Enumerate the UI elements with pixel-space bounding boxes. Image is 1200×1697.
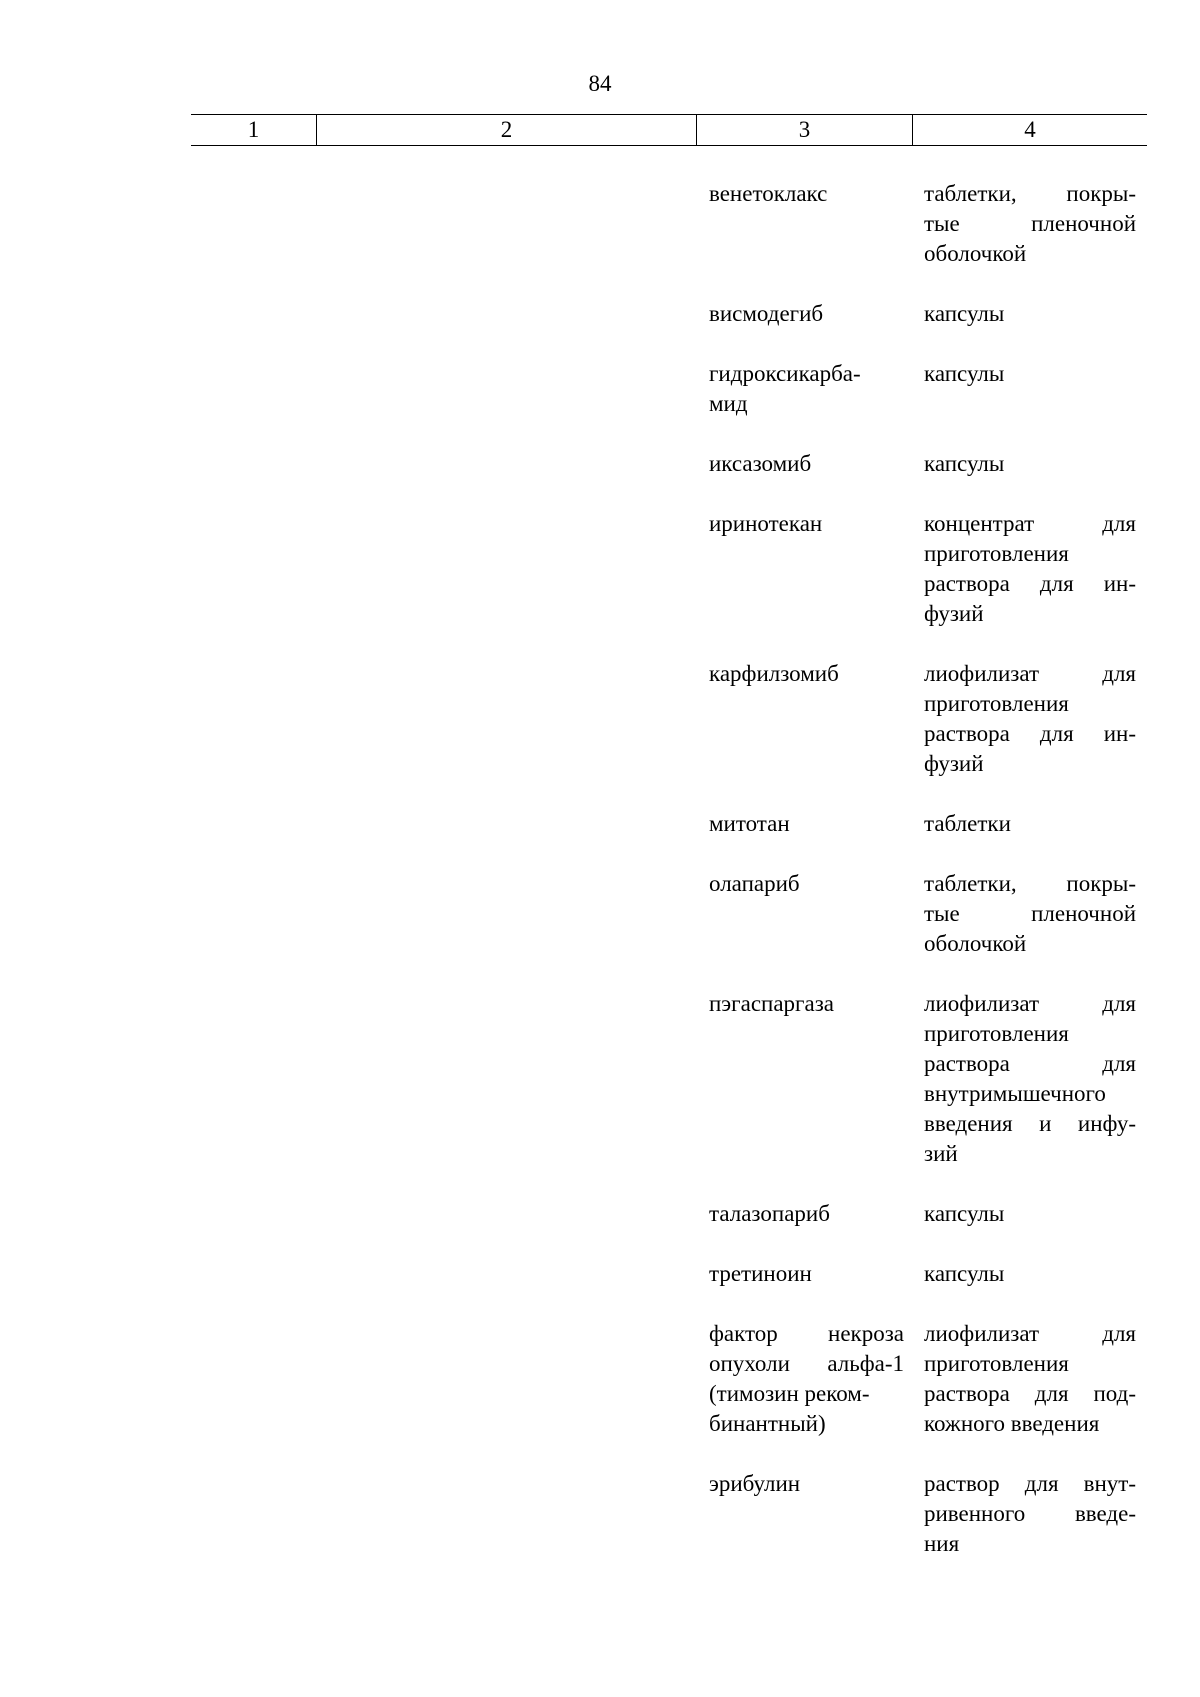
table-row	[0, 989, 1200, 1169]
dosage-form-line: таблетки, покры-	[924, 871, 1136, 896]
dosage-form-line: капсулы	[924, 1261, 1005, 1286]
dosage-form-line: раствора для ин-	[924, 721, 1136, 746]
table-row	[0, 1199, 1200, 1229]
drug-name-line: бинантный)	[709, 1411, 826, 1436]
drug-name-cell	[709, 1469, 904, 1559]
drug-name-line: иринотекан	[709, 511, 823, 536]
drug-name-cell	[709, 359, 904, 419]
drug-name-line: гидроксикарба-	[709, 361, 861, 386]
drug-name-cell	[709, 449, 904, 479]
dosage-form-line: введения и инфу-	[924, 1111, 1136, 1136]
dosage-form-line: лиофилизат для	[924, 661, 1136, 686]
dosage-form-cell	[924, 449, 1136, 479]
drug-name-line: олапариб	[709, 871, 800, 896]
dosage-form-line: капсулы	[924, 1201, 1005, 1226]
dosage-form-line: раствора для под-	[924, 1381, 1136, 1406]
dosage-form-line: внутримышечного	[924, 1081, 1106, 1106]
table-row	[0, 449, 1200, 479]
dosage-form-line: приготовления	[924, 541, 1069, 566]
drug-name-cell	[709, 659, 904, 779]
dosage-form-cell	[924, 659, 1136, 779]
table-row	[0, 1259, 1200, 1289]
drug-name-line: талазопариб	[709, 1201, 830, 1226]
drug-name-cell	[709, 509, 904, 629]
dosage-form-line: приготовления	[924, 1021, 1069, 1046]
dosage-form-line: тые пленочной	[924, 211, 1136, 236]
dosage-form-line: концентрат для	[924, 511, 1136, 536]
dosage-form-line: лиофилизат для	[924, 1321, 1136, 1346]
dosage-form-line: раствора для	[924, 1051, 1136, 1076]
drug-name-line: пэгаспаргаза	[709, 991, 834, 1016]
dosage-form-line: таблетки, покры-	[924, 181, 1136, 206]
table-row	[0, 299, 1200, 329]
dosage-form-line: капсулы	[924, 451, 1005, 476]
table-row	[0, 809, 1200, 839]
drug-name-cell	[709, 989, 904, 1169]
table-row	[0, 1319, 1200, 1439]
drug-name-cell	[709, 1199, 904, 1229]
dosage-form-cell	[924, 1469, 1136, 1559]
dosage-form-line: кожного введения	[924, 1411, 1100, 1436]
table-row	[0, 179, 1200, 269]
dosage-form-line: тые пленочной	[924, 901, 1136, 926]
table-row	[0, 359, 1200, 419]
table-header	[191, 114, 1147, 146]
table-row	[0, 869, 1200, 959]
dosage-form-cell	[924, 359, 1136, 389]
dosage-form-line: оболочкой	[924, 931, 1027, 956]
drug-name-cell	[709, 299, 904, 329]
drug-name-cell	[709, 869, 904, 959]
dosage-form-line: приготовления	[924, 691, 1069, 716]
dosage-form-line: фузий	[924, 751, 984, 776]
header-col-2: 2	[316, 115, 696, 145]
dosage-form-cell	[924, 179, 1136, 269]
dosage-form-cell	[924, 299, 1136, 329]
dosage-form-cell	[924, 869, 1136, 959]
drug-name-line: (тимозин реком-	[709, 1381, 870, 1406]
dosage-form-line: капсулы	[924, 301, 1005, 326]
header-col-4: 4	[912, 115, 1147, 145]
dosage-form-cell	[924, 1199, 1136, 1229]
drug-name-line: фактор некроза	[709, 1321, 904, 1346]
drug-name-cell	[709, 179, 904, 269]
table-body	[0, 179, 1200, 1589]
drug-name-line: мид	[709, 391, 748, 416]
drug-name-line: иксазомиб	[709, 451, 812, 476]
drug-name-cell	[709, 1319, 904, 1439]
dosage-form-line: раствор для внут-	[924, 1471, 1136, 1496]
drug-name-line: опухоли альфа-1	[709, 1351, 904, 1376]
table-row	[0, 1469, 1200, 1559]
drug-name-line: третиноин	[709, 1261, 812, 1286]
dosage-form-line: зий	[924, 1141, 958, 1166]
table-row	[0, 659, 1200, 779]
drug-name-line: висмодегиб	[709, 301, 824, 326]
dosage-form-line: лиофилизат для	[924, 991, 1136, 1016]
header-col-3: 3	[696, 115, 912, 145]
dosage-form-line: оболочкой	[924, 241, 1027, 266]
drug-name-cell	[709, 1259, 904, 1289]
dosage-form-cell	[924, 1319, 1136, 1439]
dosage-form-cell	[924, 989, 1136, 1169]
dosage-form-line: капсулы	[924, 361, 1005, 386]
dosage-form-line: приготовления	[924, 1351, 1069, 1376]
drug-name-line: карфилзомиб	[709, 661, 839, 686]
drug-name-line: эрибулин	[709, 1471, 801, 1496]
dosage-form-line: ривенного введе-	[924, 1501, 1136, 1526]
dosage-form-line: фузий	[924, 601, 984, 626]
dosage-form-line: таблетки	[924, 811, 1011, 836]
page-number: 84	[588, 71, 612, 96]
dosage-form-line: ния	[924, 1531, 960, 1556]
dosage-form-cell	[924, 809, 1136, 839]
drug-name-line: митотан	[709, 811, 790, 836]
table-row	[0, 509, 1200, 629]
dosage-form-line: раствора для ин-	[924, 571, 1136, 596]
header-col-1: 1	[247, 117, 260, 142]
dosage-form-cell	[924, 509, 1136, 629]
drug-name-cell	[709, 809, 904, 839]
drug-name-line: венетоклакс	[709, 181, 828, 206]
dosage-form-cell	[924, 1259, 1136, 1289]
